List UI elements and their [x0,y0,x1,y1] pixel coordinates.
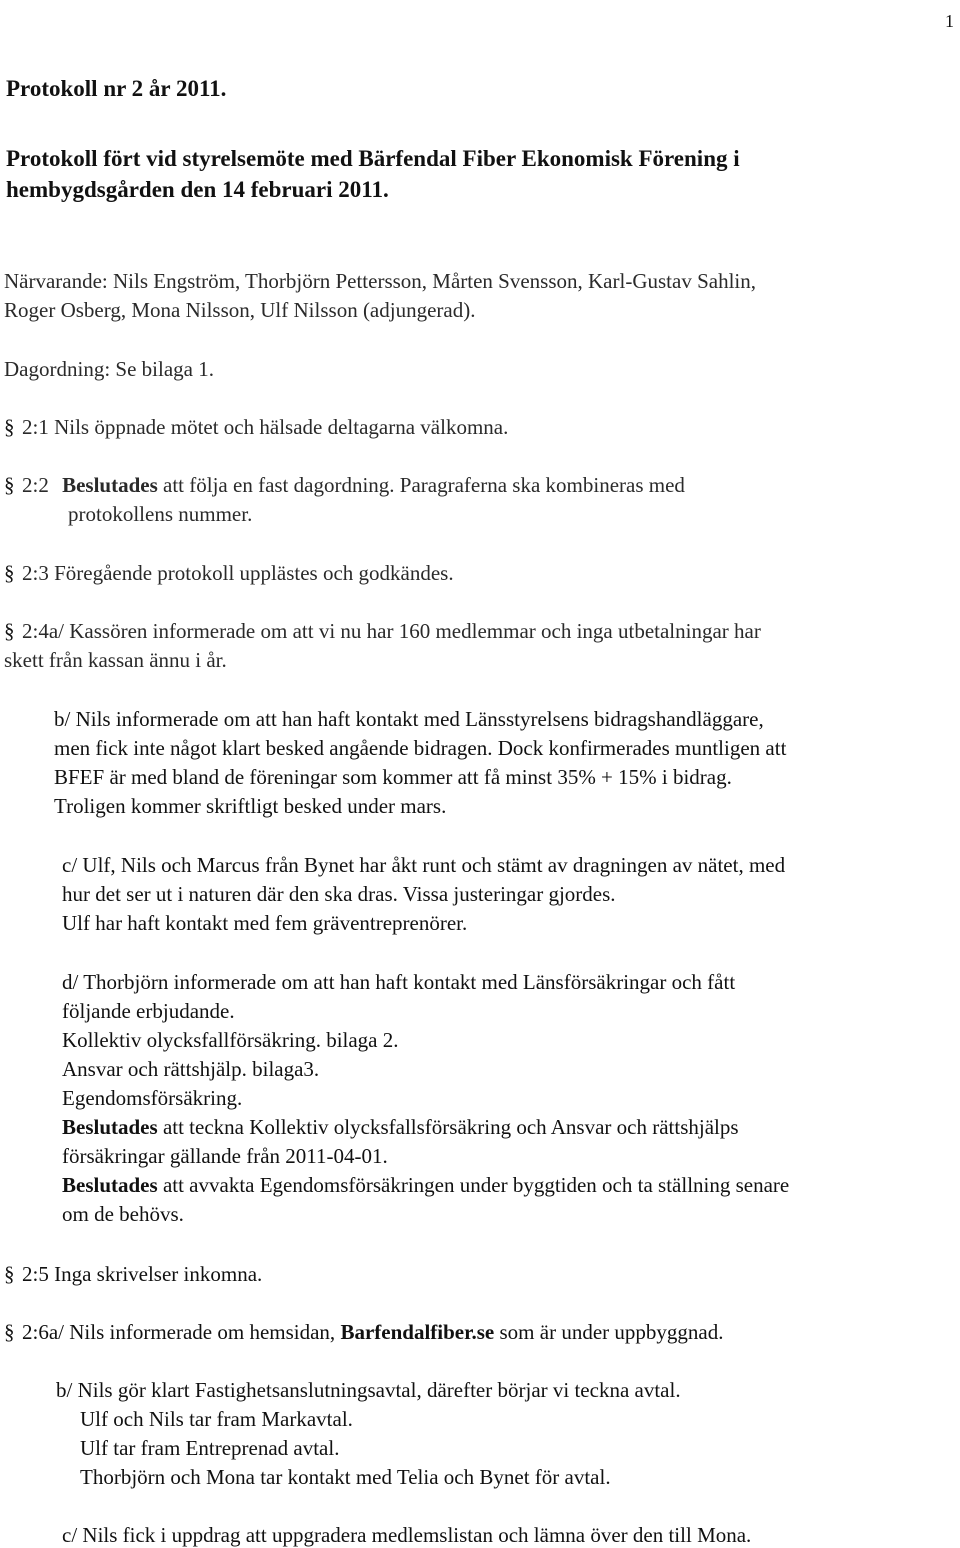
paragraph-2-3: 2:3 Föregående protokoll upplästes och godkändes. [22,561,454,585]
subheading-line-2: hembygdsgården den 14 februari 2011. [6,177,389,202]
paragraph-2-4b-line-1: b/ Nils informerade om att han haft kontakt med Länsstyrelsens bidragshandläggare, [54,707,764,731]
decision-2-line-1 [62,1172,789,1198]
paragraph-number: 2:2 [22,473,49,497]
agenda-line: Dagordning: Se bilaga 1. [4,357,214,381]
document-title: Protokoll nr 2 år 2011. [6,76,227,101]
section-sign-icon: § [4,561,15,585]
decision-keyword: Beslutades [62,1115,158,1139]
paragraph-2-4d-line-4: Ansvar och rättshjälp. bilaga3. [62,1057,320,1081]
section-sign-icon: § [4,1262,15,1286]
paragraph-2-4d-line-5: Egendomsförsäkring. [62,1086,243,1110]
paragraph-2-4a-line-2: skett från kassan ännu i år. [4,648,227,672]
paragraph-2-6b-line-3: Ulf tar fram Entreprenad avtal. [80,1436,340,1460]
decision-keyword: Beslutades [62,473,158,497]
section-sign-icon: § [4,619,15,643]
attendees-line-2: Roger Osberg, Mona Nilsson, Ulf Nilsson (adjungerad). [4,298,476,322]
decision-1-line-1 [62,1114,739,1140]
decision-text: att avvakta Egendomsförsäkringen under byggtiden och ta ställning senare [157,1173,790,1197]
section-sign-icon: § [4,415,15,439]
paragraph-2-4b-line-3: BFEF är med bland de föreningar som kommer att få minst 35% + 15% i bidrag. [54,765,732,789]
paragraph-2-6a [22,1319,723,1345]
decision-keyword: Beslutades [62,1173,158,1197]
paragraph-2-4c-line-1: c/ Ulf, Nils och Marcus från Bynet har åkt runt och stämt av dragningen av nätet, med [62,853,786,877]
paragraph-2-6b-line-2: Ulf och Nils tar fram Markavtal. [80,1407,353,1431]
paragraph-2-4d-line-1: d/ Thorbjörn informerade om att han haft kontakt med Länsförsäkringar och fått [62,970,736,994]
paragraph-2-6b-line-4: Thorbjörn och Mona tar kontakt med Telia och Bynet för avtal. [80,1465,611,1489]
paragraph-2-4d-line-3: Kollektiv olycksfallförsäkring. bilaga 2. [62,1028,399,1052]
paragraph-2-6c: c/ Nils fick i uppdrag att uppgradera medlemslistan och lämna över den till Mona. [62,1523,752,1547]
paragraph-2-5: 2:5 Inga skrivelser inkomna. [22,1262,263,1286]
paragraph-text: 2:6a/ Nils informerade om hemsidan, [22,1320,341,1344]
decision-2-line-2: om de behövs. [62,1202,184,1226]
page-number: 1 [945,11,954,31]
paragraph-2-2-line-2: protokollens nummer. [68,502,253,526]
paragraph-2-4d-line-2: följande erbjudande. [62,999,235,1023]
section-sign-icon: § [4,1320,15,1344]
paragraph-2-1: 2:1 Nils öppnade mötet och hälsade deltagarna välkomna. [22,415,509,439]
section-sign-icon: § [4,473,15,497]
paragraph-text: som är under uppbyggnad. [494,1320,724,1344]
decision-text: att följa en fast dagordning. Paragraferna ska kombineras med [157,473,685,497]
paragraph-2-4a-line-1: 2:4a/ Kassören informerade om att vi nu har 160 medlemmar och inga utbetalningar har [22,619,761,643]
paragraph-2-4c-line-2: hur det ser ut i naturen där den ska dras. Vissa justeringar gjordes. [62,882,616,906]
website-name: Barfendalfiber.se [340,1320,495,1344]
paragraph-2-4c-line-3: Ulf har haft kontakt med fem gräventreprenörer. [62,911,468,935]
subheading-line-1: Protokoll fört vid styrelsemöte med Bärfendal Fiber Ekonomisk Förening i [6,146,740,171]
paragraph-2-6b-line-1: b/ Nils gör klart Fastighetsanslutningsavtal, därefter börjar vi teckna avtal. [56,1378,681,1402]
paragraph-2-4b-line-2: men fick inte något klart besked angående bidragen. Dock konfirmerades muntligen att [54,736,787,760]
paragraph-2-2-line-1 [22,472,685,498]
decision-1-line-2: försäkringar gällande från 2011-04-01. [62,1144,388,1168]
paragraph-2-4b-line-4: Troligen kommer skriftligt besked under mars. [54,794,447,818]
attendees-line-1: Närvarande: Nils Engström, Thorbjörn Pettersson, Mårten Svensson, Karl-Gustav Sahlin, [4,269,756,293]
decision-text: att teckna Kollektiv olycksfallsförsäkring och Ansvar och rättshjälps [157,1115,739,1139]
